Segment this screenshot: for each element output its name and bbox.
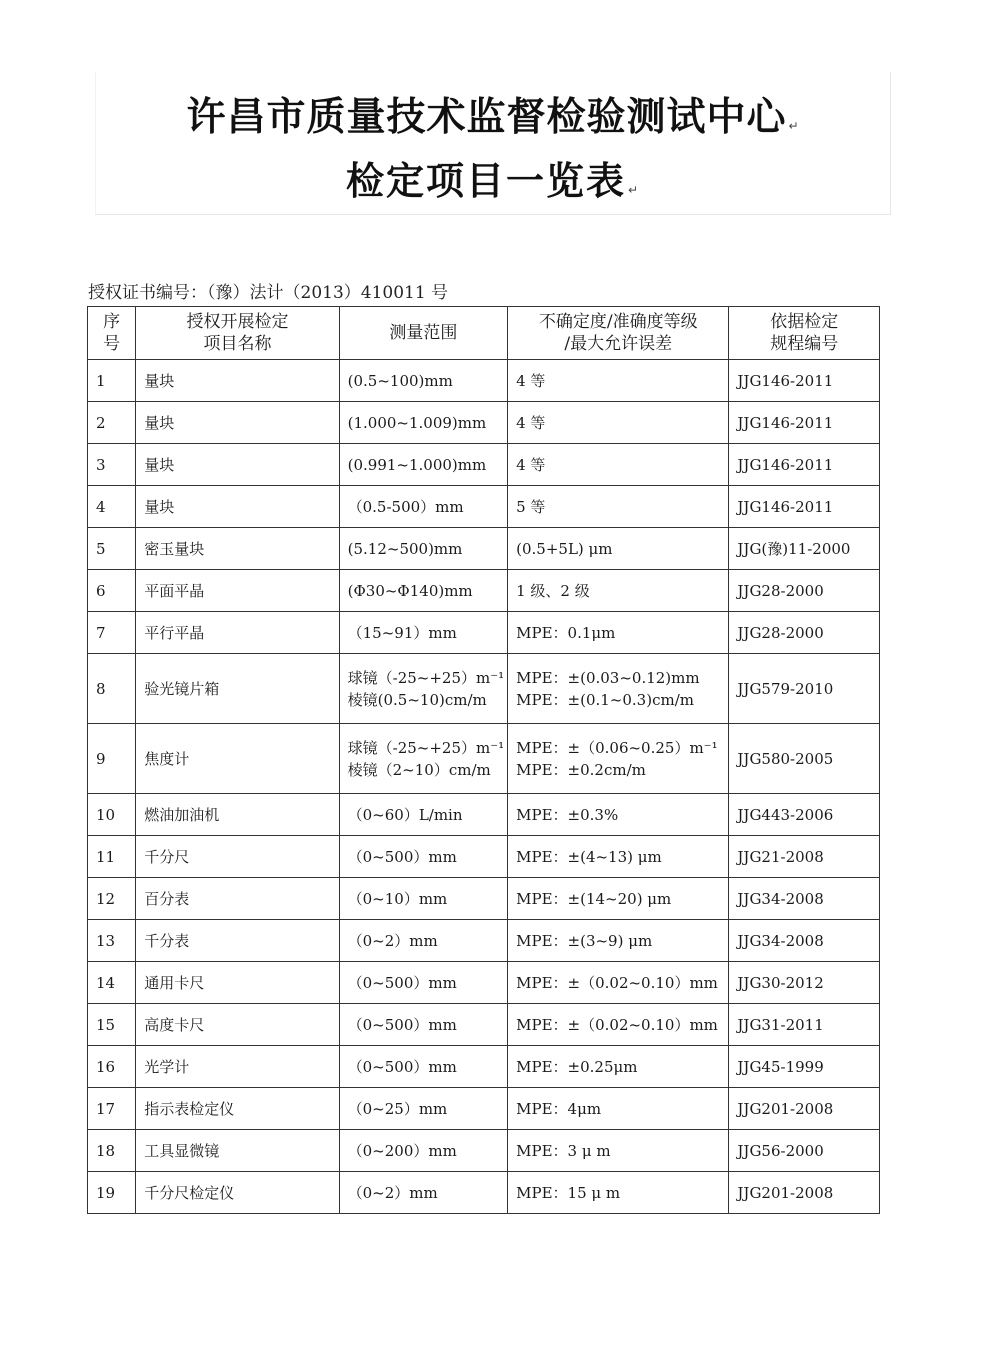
cell-uncertainty: [508, 528, 729, 570]
cell-range: [339, 486, 508, 528]
cell-range: [339, 836, 508, 878]
cell-uncertainty: [508, 402, 729, 444]
header-standard: 依据检定 规程编号: [729, 307, 880, 360]
cell-range-line: （0~25）mm: [347, 1100, 448, 1118]
cell-range-line: （0~10）mm: [347, 890, 448, 908]
table-row: [88, 528, 880, 570]
cell-range: [339, 794, 508, 836]
cell-standard: JJG31-2011: [729, 1004, 880, 1046]
cell-no: 11: [88, 836, 136, 878]
cell-uncertainty: [508, 1046, 729, 1088]
cell-name: 通用卡尺: [136, 962, 339, 1004]
cell-no: 15: [88, 1004, 136, 1046]
cell-range: [339, 1172, 508, 1214]
header-uncertainty: 不确定度/准确度等级 /最大允许误差: [508, 307, 729, 360]
return-mark-icon: ↵: [788, 119, 800, 133]
cell-uncertainty-line: MPE：±（0.02~0.10）mm: [516, 974, 718, 992]
cell-uncertainty-line: MPE：±(4~13) μm: [516, 848, 662, 866]
cell-range-line: （0~2）mm: [347, 932, 438, 950]
cell-standard: JJG146-2011: [729, 360, 880, 402]
cell-range-line: (Φ30~Φ140)mm: [347, 581, 473, 600]
table-row: [88, 962, 880, 1004]
cell-uncertainty: [508, 920, 729, 962]
table-row: [88, 1004, 880, 1046]
cell-uncertainty-line: MPE：3 μ m: [516, 1142, 611, 1160]
table-row: [88, 402, 880, 444]
table-row: [88, 654, 880, 724]
cell-no: 16: [88, 1046, 136, 1088]
table-header-row: [88, 307, 880, 360]
cell-range: [339, 724, 508, 794]
cell-standard: JJG146-2011: [729, 402, 880, 444]
cell-name: 千分表: [136, 920, 339, 962]
cell-uncertainty-line: MPE：±（0.06~0.25）m⁻¹: [516, 738, 718, 757]
cell-no: 12: [88, 878, 136, 920]
cell-uncertainty: [508, 570, 729, 612]
cell-standard: JJG34-2008: [729, 920, 880, 962]
cell-range: [339, 444, 508, 486]
header-no: 序号: [88, 307, 136, 360]
cell-range-line: 棱镜（2~10）cm/m: [347, 760, 491, 779]
certificate-number: 授权证书编号：（豫）法计（2013）410011 号: [88, 283, 449, 303]
cell-uncertainty-line: (0.5+5L) μm: [516, 539, 613, 558]
cell-name: 量块: [136, 444, 339, 486]
cell-range-line: （0~500）mm: [347, 848, 457, 866]
cell-no: 3: [88, 444, 136, 486]
table-row: [88, 444, 880, 486]
table-row: [88, 360, 880, 402]
table-row: [88, 1088, 880, 1130]
cell-range-line: （0~2）mm: [347, 1184, 438, 1202]
table-row: [88, 486, 880, 528]
cell-uncertainty-line: MPE：±(0.1~0.3)cm/m: [516, 690, 694, 709]
cell-uncertainty: [508, 1172, 729, 1214]
cell-standard: JJG201-2008: [729, 1088, 880, 1130]
cell-uncertainty-line: 4 等: [516, 372, 546, 390]
cell-range: [339, 878, 508, 920]
header-range: 测量范围: [339, 307, 508, 360]
table-row: [88, 1046, 880, 1088]
cell-standard: JJG28-2000: [729, 570, 880, 612]
cell-no: 14: [88, 962, 136, 1004]
cell-range-line: (1.000~1.009)mm: [347, 413, 487, 432]
cell-uncertainty: [508, 1004, 729, 1046]
cell-no: 18: [88, 1130, 136, 1172]
cell-range-line: 球镜（-25~+25）m⁻¹: [347, 738, 505, 757]
cell-standard: JJG579-2010: [729, 654, 880, 724]
table-row: [88, 1172, 880, 1214]
cell-uncertainty-line: MPE：±0.2cm/m: [516, 760, 646, 779]
cell-uncertainty-line: MPE：±0.3%: [516, 806, 619, 824]
cell-name: 光学计: [136, 1046, 339, 1088]
table-row: [88, 1130, 880, 1172]
cell-no: 10: [88, 794, 136, 836]
cell-range: [339, 1046, 508, 1088]
cell-uncertainty: [508, 878, 729, 920]
cell-uncertainty-line: 5 等: [516, 498, 546, 516]
cell-uncertainty-line: MPE：±(14~20) μm: [516, 890, 672, 908]
cell-name: 量块: [136, 402, 339, 444]
cell-name: 工具显微镜: [136, 1130, 339, 1172]
cell-standard: JJG28-2000: [729, 612, 880, 654]
cell-no: 8: [88, 654, 136, 724]
calibration-items-table: [87, 306, 880, 1214]
cell-uncertainty: [508, 360, 729, 402]
cell-no: 6: [88, 570, 136, 612]
cell-range: [339, 654, 508, 724]
table-row: [88, 570, 880, 612]
cell-uncertainty: [508, 444, 729, 486]
cell-standard: JJG(豫)11-2000: [729, 528, 880, 570]
cell-uncertainty-line: MPE：±0.25μm: [516, 1058, 638, 1076]
cell-no: 4: [88, 486, 136, 528]
cell-no: 1: [88, 360, 136, 402]
cell-standard: JJG443-2006: [729, 794, 880, 836]
cell-standard: JJG56-2000: [729, 1130, 880, 1172]
cell-no: 5: [88, 528, 136, 570]
cell-no: 9: [88, 724, 136, 794]
cell-uncertainty: [508, 724, 729, 794]
cell-range-line: 棱镜(0.5~10)cm/m: [347, 690, 487, 709]
cell-uncertainty: [508, 654, 729, 724]
cell-range-line: (5.12~500)mm: [347, 539, 463, 558]
cell-no: 7: [88, 612, 136, 654]
cell-name: 燃油加油机: [136, 794, 339, 836]
cell-uncertainty: [508, 1088, 729, 1130]
cell-standard: JJG146-2011: [729, 486, 880, 528]
cell-uncertainty-line: MPE：0.1μm: [516, 624, 616, 642]
cell-range: [339, 1130, 508, 1172]
cell-uncertainty-line: 1 级、2 级: [516, 582, 590, 600]
cell-uncertainty: [508, 836, 729, 878]
cell-name: 焦度计: [136, 724, 339, 794]
cell-name: 指示表检定仪: [136, 1088, 339, 1130]
cell-uncertainty-line: MPE：±（0.02~0.10）mm: [516, 1016, 718, 1034]
return-mark-icon: ↵: [627, 183, 641, 197]
cell-range: [339, 528, 508, 570]
cell-no: 2: [88, 402, 136, 444]
cell-name: 平行平晶: [136, 612, 339, 654]
cell-uncertainty: [508, 1130, 729, 1172]
cell-no: 13: [88, 920, 136, 962]
cell-name: 量块: [136, 486, 339, 528]
cell-standard: JJG146-2011: [729, 444, 880, 486]
cell-uncertainty-line: MPE：±(0.03~0.12)mm: [516, 668, 700, 687]
cell-range: [339, 360, 508, 402]
cell-range-line: （0.5-500）mm: [347, 498, 464, 516]
table-row: [88, 794, 880, 836]
title-box: [95, 72, 891, 215]
cell-range: [339, 1004, 508, 1046]
cell-range-line: （0~500）mm: [347, 974, 457, 992]
cell-range-line: (0.991~1.000)mm: [347, 455, 487, 474]
cell-name: 验光镜片箱: [136, 654, 339, 724]
cell-range-line: (0.5~100)mm: [347, 371, 453, 390]
cell-range-line: （15~91）mm: [347, 624, 457, 642]
cell-standard: JJG580-2005: [729, 724, 880, 794]
cell-name: 量块: [136, 360, 339, 402]
cell-range-line: （0~500）mm: [347, 1016, 457, 1034]
cell-no: 19: [88, 1172, 136, 1214]
cell-range: [339, 570, 508, 612]
cell-name: 百分表: [136, 878, 339, 920]
document-subtitle: 检定项目一览表 ↵: [345, 159, 641, 203]
cell-standard: JJG21-2008: [729, 836, 880, 878]
cell-name: 千分尺: [136, 836, 339, 878]
table-row: [88, 920, 880, 962]
table-row: [88, 724, 880, 794]
cell-range: [339, 920, 508, 962]
cell-standard: JJG201-2008: [729, 1172, 880, 1214]
cell-uncertainty: [508, 612, 729, 654]
cell-range-line: （0~500）mm: [347, 1058, 457, 1076]
cell-uncertainty: [508, 962, 729, 1004]
cell-no: 17: [88, 1088, 136, 1130]
cell-range: [339, 612, 508, 654]
document-title: 许昌市质量技术监督检验测试中心 ↵: [186, 95, 800, 140]
table-row: [88, 612, 880, 654]
cell-range: [339, 1088, 508, 1130]
cell-standard: JJG30-2012: [729, 962, 880, 1004]
cell-range-line: 球镜（-25~+25）m⁻¹: [347, 668, 505, 687]
cell-uncertainty-line: MPE：4μm: [516, 1100, 602, 1118]
cell-range-line: （0~200）mm: [347, 1142, 457, 1160]
cell-range: [339, 962, 508, 1004]
cell-name: 密玉量块: [136, 528, 339, 570]
cell-standard: JJG34-2008: [729, 878, 880, 920]
cell-uncertainty-line: MPE：15 μ m: [516, 1184, 621, 1202]
cell-uncertainty-line: MPE：±(3~9) μm: [516, 932, 653, 950]
cell-name: 高度卡尺: [136, 1004, 339, 1046]
cell-standard: JJG45-1999: [729, 1046, 880, 1088]
cell-uncertainty-line: 4 等: [516, 456, 546, 474]
cell-uncertainty: [508, 794, 729, 836]
cell-name: 平面平晶: [136, 570, 339, 612]
table-row: [88, 836, 880, 878]
cell-range: [339, 402, 508, 444]
cell-uncertainty: [508, 486, 729, 528]
table-row: [88, 878, 880, 920]
cell-range-line: （0~60）L/min: [347, 806, 463, 824]
cell-name: 千分尺检定仪: [136, 1172, 339, 1214]
cell-uncertainty-line: 4 等: [516, 414, 546, 432]
header-name: 授权开展检定 项目名称: [136, 307, 339, 360]
